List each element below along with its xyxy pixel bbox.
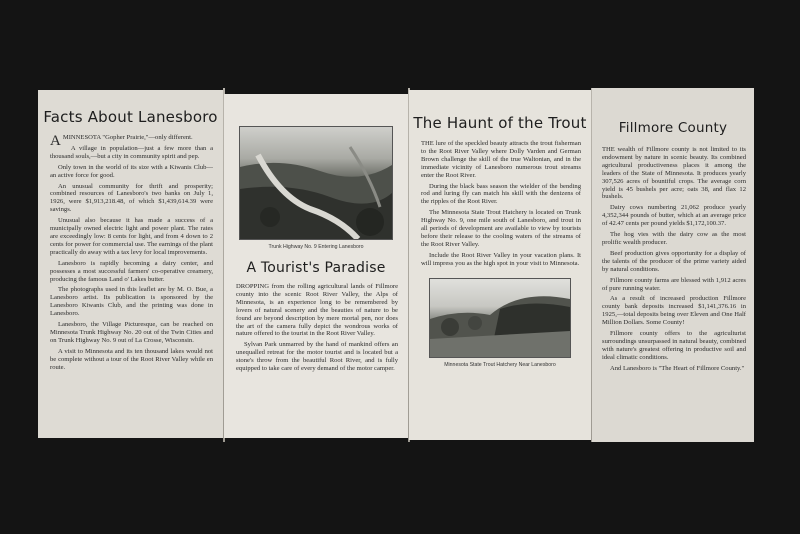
panel-tourists-paradise <box>224 94 408 438</box>
panel-title: A Tourist's Paradise <box>246 260 386 276</box>
paragraph: Dairy cows numbering 21,062 produce yearly 4,352,344 pounds of butter, which at an average price of 42.47 cents per pound yields $1,172,100.37. <box>602 204 746 228</box>
photo-caption: Trunk Highway No. 9 Entering Lanesboro <box>268 244 364 250</box>
paragraph: DROPPING from the rolling agricultural lands of Fillmore county into the scenic Root River Valley, the Alps of Minnesota, is an experience long to be remembered by lovers of natural scenery and the beauties of nature to be found are beyond description by mere mortal pen, nor does the art of the camera fully depict the wondrous works of nature offered to the tourist in the Root River Valley. <box>236 283 398 338</box>
paragraph: As a result of increased production Fillmore county bank deposits increased $1,141,376.16 in 1925,—total deposits being over Eleven and One Half Million Dollars. Some County! <box>602 295 746 327</box>
paragraph: Only town in the world of its size with a Kiwanis Club—an active force for good. <box>50 163 213 179</box>
panel-haunt-of-the-trout <box>409 90 591 440</box>
paragraph: A village in population—just a few more than a thousand souls,—but a city in community spirit and pep. <box>50 144 213 160</box>
paragraph: THE lure of the speckled beauty attracts the trout fisherman to the Root River Valley where Dolly Varden and German Brown challenge the skill of the true Waltonian, and in the immediate vicinity of Lanesboro numerous trout streams enter the Root River. <box>421 140 581 179</box>
hatchery-photo-illustration <box>430 279 570 357</box>
paragraph: Unusual also because it has made a success of a municipally owned electric light and power plant. The rates are exceedingly low: 8 cents for light, and from 4 down to 2 cents for power for commercial use. The earnings of the plant practically do away with a tax levy for local improvements. <box>50 217 213 256</box>
panel-facts-about-lanesboro <box>38 90 223 438</box>
panel-body <box>409 140 591 268</box>
paragraph: Lanesboro is rapidly becoming a dairy center, and possesses a most successful farmers' co-operative creamery, producing the famous Land o' Lakes butter. <box>50 259 213 283</box>
paragraph: Include the Root River Valley in your vacation plans. It will impress you as the high spot in your visit to Minnesota. <box>421 251 581 267</box>
paragraph: The photographs used in this leaflet are by M. O. Bue, a Lanesboro artist. Its publication is sponsored by the Lanesboro Kiwanis Club, and the printing was done in Lanesboro. <box>50 286 213 318</box>
photo-caption: Minnesota State Trout Hatchery Near Lanesboro <box>444 361 556 368</box>
paragraph: AMINNESOTA "Gopher Prairie,"—only different. <box>50 133 193 149</box>
brochure <box>38 88 754 442</box>
panel-fillmore-county <box>592 88 754 442</box>
paragraph: During the black bass season the wielder of the bending rod and luring fly can match his skill with the denizens of the ripples of the Root River. <box>421 182 581 206</box>
paragraph: An unusual community for thrift and prosperity; combined resources of Lanesboro's two banks on July 1, 1926, were $1,913,218.48, of which $1,439,614.39 were savings. <box>50 182 213 214</box>
photo-trunk-highway <box>239 126 393 240</box>
panel-body <box>38 134 223 371</box>
panel-body <box>224 283 408 373</box>
paragraph: Lanesboro, the Village Picturesque, can be reached on Minnesota Trunk Highway No. 20 out of the Twin Cities and on Trunk Highway No. 9 out of La Crosse, Wisconsin. <box>50 321 213 344</box>
paragraph: THE wealth of Fillmore county is not limited to its endowment by nature in scenic beauty. Its combined agricultural productiveness places it among the leaders of the State of Minnesota. It produces yearly 307,526 acres of bountiful crops. The average corn yield is 45 bushels per acre; oats 38, and flax 12 bushels. <box>602 146 746 201</box>
paragraph: The Minnesota State Trout Hatchery is located on Trunk Highway No. 9, one mile south of Lanesboro, and trout in all periods of development are available to view by tourists before their release to the cooling waters of the streams of the Root River Valley. <box>421 209 581 248</box>
paragraph: Sylvan Park unmarred by the hand of mankind offers an unequalled retreat for the motor tourist and is located but a stone's throw from the beautiful Root River, and is fully equipped to take care of every demand of the motor camper. <box>236 341 398 373</box>
panel-title: The Haunt of the Trout <box>413 114 587 132</box>
photo-trout-hatchery <box>429 278 571 358</box>
paragraph: Fillmore county farms are blessed with 1,912 acres of pure running water. <box>602 276 746 292</box>
paragraph: Fillmore county offers to the agriculturist surroundings unsurpassed in natural beauty, combined with nature's greatest offering in productive soil and ideal climatic conditions. <box>602 330 746 361</box>
panel-title: Fillmore County <box>618 120 728 136</box>
paragraph: And Lanesboro is "The Heart of Fillmore County." <box>610 364 745 372</box>
paragraph: Beef production gives opportunity for a display of the talents of the producer of the prime variety aided by natural conditions. <box>602 249 746 273</box>
drop-cap: A <box>50 133 61 149</box>
road-photo-illustration <box>240 127 392 239</box>
paragraph: A visit to Minnesota and its ten thousand lakes would not be complete without a tour of the Root River Valley while en route. <box>50 347 213 371</box>
panel-title: Facts About Lanesboro <box>43 108 218 126</box>
panel-body <box>592 146 754 373</box>
paragraph: The hog vies with the dairy cow as the most prolific wealth producer. <box>602 231 746 246</box>
